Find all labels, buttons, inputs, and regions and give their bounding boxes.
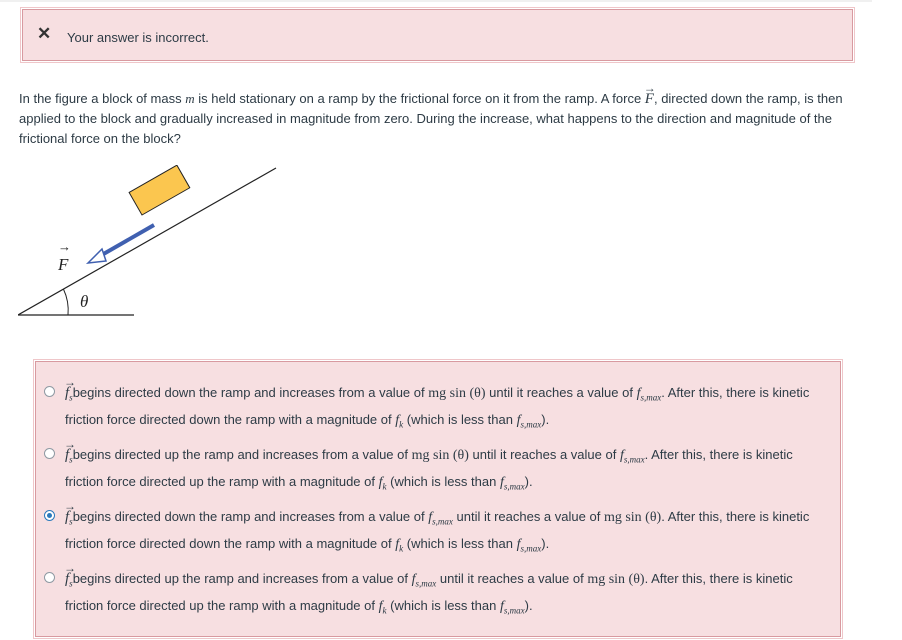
option-1-part-e: . After this, there is kinetic friction force directed down the ramp with a magnitude of [65, 385, 810, 427]
force-label: F [58, 255, 69, 274]
feedback-message: Your answer is incorrect. [67, 30, 209, 45]
fsmax-symbol: f [499, 598, 504, 614]
fsmax-symbol: f [411, 572, 416, 587]
option-1-text [65, 382, 834, 435]
option-3-part-e: . After this, there is kinetic friction force directed down the ramp with a magnitude of [65, 509, 810, 551]
static-friction-symbol: → f [65, 383, 69, 404]
option-2-text [65, 444, 834, 497]
option-2-part-g: (which is less than [390, 473, 497, 489]
fsmax-symbol: f [619, 448, 624, 463]
option-2-part-i: ). [524, 473, 533, 489]
fsmax-subscript: s,max [640, 392, 662, 403]
feedback-banner [22, 9, 853, 61]
fsmax-symbol: f [516, 536, 521, 552]
option-3-part-a: begins directed down the ramp and increases from a value of [72, 509, 425, 524]
kinetic-symbol: f [395, 536, 400, 552]
fsmax-subscript: s,max [432, 516, 453, 527]
static-friction-symbol: → f [65, 569, 69, 590]
radio-button-3-selected[interactable] [44, 510, 55, 521]
radio-button-1[interactable] [44, 386, 55, 397]
static-subscript: s [69, 516, 73, 527]
option-4-part-i: ). [524, 597, 533, 613]
kinetic-symbol: f [378, 598, 383, 614]
close-icon: ✕ [37, 24, 52, 43]
option-4-text [65, 568, 834, 621]
option-3-part-c: until it reaches a value of [456, 509, 601, 524]
option-4-part-e: . After this, there is kinetic friction force directed up the ramp with a magnitude of [65, 571, 793, 613]
force-label-arrow: → [58, 239, 71, 254]
option-4-part-a: begins directed up the ramp and increases from a value of [72, 571, 408, 586]
fsmax-symbol: f [499, 474, 504, 490]
option-2[interactable] [44, 444, 834, 497]
fsmax-subscript: s,max [415, 578, 437, 589]
option-4-part-g: (which is less than [390, 597, 497, 613]
option-1[interactable] [44, 382, 834, 435]
option-1-part-c: until it reaches a value of [489, 385, 633, 400]
kinetic-symbol: f [395, 412, 400, 428]
option-4-part-c: until it reaches a value of [439, 571, 584, 586]
static-subscript: s [69, 578, 73, 589]
option-3-part-i: ). [541, 535, 550, 551]
static-friction-symbol: → f [65, 445, 69, 466]
question-text [19, 89, 854, 149]
kinetic-subscript: k [399, 543, 404, 554]
top-divider [0, 0, 872, 2]
kinetic-subscript: k [382, 481, 387, 492]
ramp-figure [18, 165, 283, 325]
radio-button-4[interactable] [44, 572, 55, 583]
question-part-1: In the figure a block of mass [19, 91, 182, 106]
block-rect [129, 165, 190, 215]
option-2-part-a: begins directed up the ramp and increases from a value of [72, 447, 408, 462]
answer-options [35, 361, 841, 637]
question-part-3: , directed down the ramp, is then applied to the block and gradually increased in magnitude from zero. During the increase, what happens to the direction and magnitude of the frictional force on the block? [19, 91, 843, 146]
fsmax-symbol: f [636, 386, 641, 401]
option-3-text [65, 506, 834, 559]
force-arrow-shaft [100, 225, 154, 256]
static-subscript: s [69, 392, 73, 403]
force-vector-symbol: → F [645, 89, 654, 109]
fsmax-subscript: s,max [520, 419, 542, 430]
option-3-part-g: (which is less than [406, 535, 513, 551]
kinetic-subscript: k [399, 419, 404, 430]
mass-symbol: m [185, 91, 195, 106]
option-4-formula: mg sin (θ) [587, 572, 645, 587]
fsmax-subscript: s,max [520, 543, 542, 554]
option-2-part-c: until it reaches a value of [472, 447, 617, 462]
static-subscript: s [69, 454, 73, 465]
option-1-part-i: ). [541, 411, 550, 427]
option-1-part-g: (which is less than [406, 411, 513, 427]
fsmax-symbol: f [516, 412, 521, 428]
option-2-formula: mg sin (θ) [411, 448, 469, 463]
angle-label: θ [80, 292, 89, 311]
option-4[interactable] [44, 568, 834, 621]
fsmax-subscript: s,max [623, 454, 645, 465]
option-2-part-e: . After this, there is kinetic friction force directed up the ramp with a magnitude of [65, 447, 793, 489]
option-3-formula: mg sin (θ) [603, 510, 662, 525]
fsmax-symbol: f [428, 510, 433, 525]
radio-button-2[interactable] [44, 448, 55, 459]
fsmax-subscript: s,max [503, 481, 525, 492]
question-part-2: is held stationary on a ramp by the frictional force on it from the ramp. A force [198, 91, 642, 106]
option-3[interactable] [44, 506, 834, 559]
static-friction-symbol: → f [65, 507, 69, 528]
kinetic-subscript: k [382, 605, 387, 616]
fsmax-subscript: s,max [503, 605, 525, 616]
angle-arc [63, 289, 68, 315]
block [129, 165, 190, 215]
option-1-formula: mg sin (θ) [428, 386, 486, 401]
force-arrow-head [88, 249, 106, 263]
kinetic-symbol: f [378, 474, 383, 490]
option-1-part-a: begins directed down the ramp and increases from a value of [72, 385, 425, 400]
